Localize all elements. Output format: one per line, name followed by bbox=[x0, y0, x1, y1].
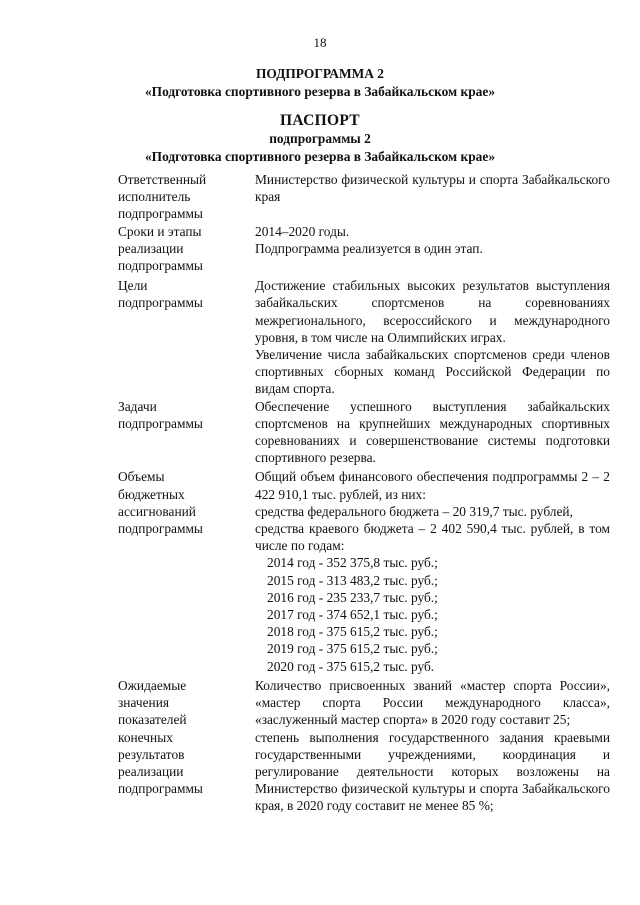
tasks-text: Обеспечение успешного выступления забайкальских спортсменов на крупнейших международных спортивных соревнованиях и совершенствование системы подготовки спортивного резерва. bbox=[255, 398, 610, 466]
label-line: Ответственный bbox=[118, 172, 207, 187]
subprogram-title: ПОДПРОГРАММА 2 bbox=[256, 66, 384, 81]
budget-regional: средства краевого бюджета – 2 402 590,4 тыс. рублей, в том числе по годам: bbox=[255, 521, 610, 554]
row-label bbox=[118, 171, 255, 223]
result-1: Количество присвоенных званий «мастер спорта России», «мастер спорта России международного класса», «заслуженный мастер спорта» в 2020 году составит 25; bbox=[255, 677, 610, 728]
budget-year-item: 2014 год - 352 375,8 тыс. руб.; bbox=[267, 555, 438, 571]
row-value bbox=[255, 171, 610, 205]
budget-year-item: 2016 год - 235 233,7 тыс. руб.; bbox=[267, 589, 438, 605]
passport-subprogram-number: подпрограммы 2 bbox=[269, 131, 371, 146]
budget-year-item: 2017 год - 374 652,1 тыс. руб.; bbox=[267, 607, 438, 623]
passport-title: ПАСПОРТ bbox=[280, 112, 360, 129]
budget-year-item: 2018 год - 375 615,2 тыс. руб.; bbox=[267, 624, 438, 640]
executor-text: Министерство физической культуры и спорта Забайкальского края bbox=[255, 172, 610, 205]
subprogram-subtitle: «Подготовка спортивного резерва в Забайкальском крае» bbox=[144, 84, 496, 99]
passport-subprogram-name: «Подготовка спортивного резерва в Забайкальском крае» bbox=[144, 149, 496, 164]
label-line: Цели bbox=[118, 278, 148, 294]
label-line: исполнитель bbox=[118, 189, 191, 205]
budget-year-item: 2015 год - 313 483,2 тыс. руб.; bbox=[267, 572, 438, 588]
result-2: степень выполнения государственного задания краевыми государственными учреждениями, координация и регулирование деятельности которых возложены на Министерство физической культуры и спорта Забайкальского края, в 2020 году составит не менее 85 %; bbox=[255, 729, 610, 814]
row-results bbox=[118, 677, 610, 815]
row-label bbox=[118, 223, 255, 275]
timing-stages: Подпрограмма реализуется в один этап. bbox=[255, 240, 483, 256]
row-budget bbox=[118, 468, 610, 674]
budget-intro: Общий объем финансового обеспечения подпрограммы 2 – 2 422 910,1 тыс. рублей, из них: bbox=[255, 469, 610, 502]
label-line: результатов bbox=[118, 746, 185, 762]
row-label bbox=[118, 277, 255, 311]
row-value bbox=[255, 277, 610, 397]
page-number: 18 bbox=[313, 35, 327, 50]
row-label bbox=[118, 468, 255, 537]
row-value bbox=[255, 677, 610, 815]
label-line: подпрограммы bbox=[118, 415, 203, 431]
row-goals bbox=[118, 277, 610, 397]
row-value bbox=[255, 398, 610, 467]
label-line: Задачи bbox=[118, 398, 157, 414]
row-label bbox=[118, 398, 255, 432]
passport-heading bbox=[0, 112, 640, 166]
label-line: показателей bbox=[118, 712, 187, 728]
label-line: Ожидаемые bbox=[118, 677, 187, 693]
budget-years-list bbox=[255, 554, 610, 674]
row-label bbox=[118, 677, 255, 797]
label-line: реализации bbox=[118, 763, 184, 779]
row-tasks bbox=[118, 398, 610, 467]
passport-table bbox=[118, 171, 610, 815]
budget-federal: средства федерального бюджета – 20 319,7 тыс. рублей, bbox=[255, 503, 573, 519]
row-timing bbox=[118, 223, 610, 275]
row-value bbox=[255, 468, 610, 674]
label-line: подпрограммы bbox=[118, 781, 203, 797]
label-line: подпрограммы bbox=[118, 521, 203, 537]
label-line: подпрограммы bbox=[118, 258, 203, 274]
label-line: ассигнований bbox=[118, 503, 196, 519]
budget-year-item: 2020 год - 375 615,2 тыс. руб. bbox=[267, 658, 435, 674]
row-value bbox=[255, 223, 610, 257]
label-line: подпрограммы bbox=[118, 295, 203, 311]
subprogram-heading bbox=[0, 65, 640, 101]
label-line: Объемы bbox=[118, 469, 165, 485]
budget-year-item: 2019 год - 375 615,2 тыс. руб.; bbox=[267, 641, 438, 657]
label-line: конечных bbox=[118, 729, 173, 745]
goal-2: Увеличение числа забайкальских спортсменов среди членов спортивных сборных команд Российской Федерации по видам спорта. bbox=[255, 347, 610, 397]
label-line: бюджетных bbox=[118, 486, 185, 502]
row-executor bbox=[118, 171, 610, 223]
label-line: реализации bbox=[118, 240, 184, 256]
label-line: Сроки и этапы bbox=[118, 223, 202, 239]
label-line: значения bbox=[118, 695, 170, 711]
label-line: подпрограммы bbox=[118, 206, 203, 222]
timing-period: 2014–2020 годы. bbox=[255, 223, 350, 239]
goal-1: Достижение стабильных высоких результатов выступления забайкальских спортсменов на соревнованиях межрегионального, всероссийского и международного уровня, в том числе на Олимпийских играх. bbox=[255, 278, 610, 345]
